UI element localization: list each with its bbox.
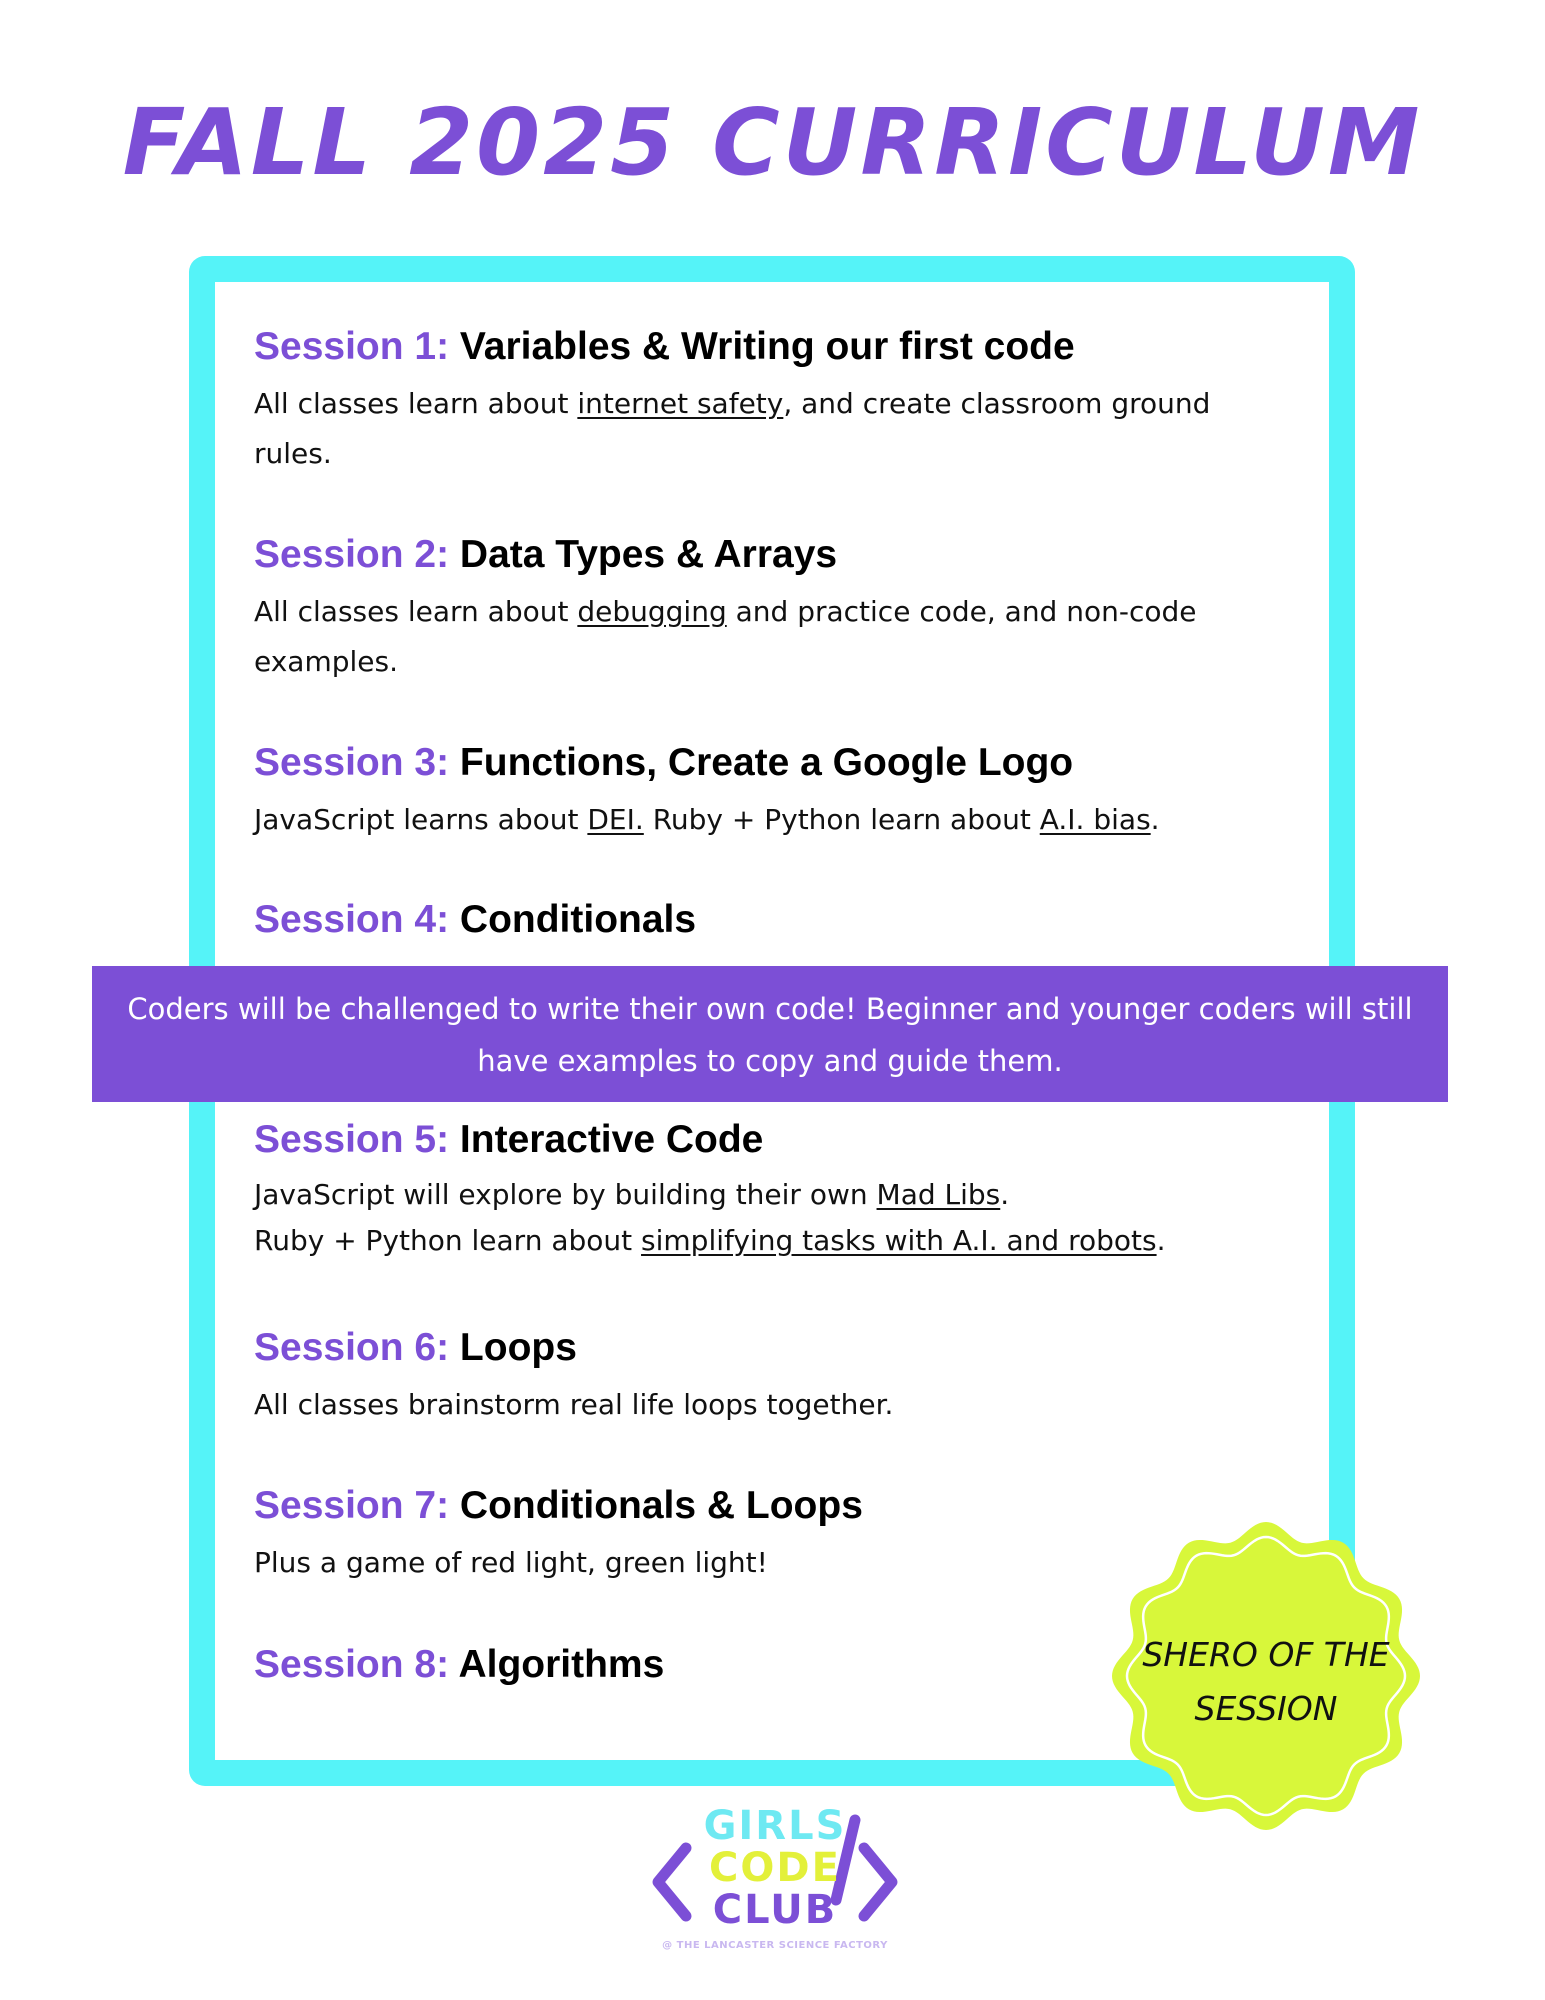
underlined-term: DEI.	[587, 802, 644, 836]
session-topic: Data Types & Arrays	[459, 533, 838, 576]
session-heading	[254, 897, 1314, 944]
badge-text	[1110, 1628, 1422, 1736]
description-text: and practice code, and non-code examples.	[254, 594, 1197, 678]
session-heading	[254, 740, 1314, 787]
description-text: JavaScript learns about	[254, 802, 588, 836]
description-text: .	[1156, 1223, 1166, 1257]
logo-word-girls: GIRLS	[703, 1803, 847, 1849]
session-topic: Loops	[459, 1326, 577, 1369]
badge-line-2: SESSION	[1194, 1689, 1338, 1728]
session-description	[254, 587, 1234, 687]
session-topic: Conditionals & Loops	[459, 1484, 863, 1527]
session-3	[254, 740, 1314, 845]
session-topic: Interactive Code	[459, 1118, 764, 1161]
session-heading	[254, 324, 1314, 371]
session-2	[254, 532, 1314, 687]
girls-code-club-logo	[650, 1800, 900, 1940]
session-label: Session 1:	[254, 325, 450, 368]
session-4	[254, 897, 1314, 944]
session-label: Session 3:	[254, 741, 450, 784]
session-topic: Algorithms	[458, 1643, 665, 1686]
badge-line-1: SHERO OF THE	[1142, 1635, 1390, 1674]
session-5	[254, 1117, 1314, 1264]
description-text: JavaScript will explore by building their own	[254, 1177, 877, 1211]
underlined-term: internet safety	[577, 386, 784, 420]
session-heading	[254, 1325, 1314, 1372]
session-topic: Functions, Create a Google Logo	[459, 741, 1074, 784]
session-heading	[254, 1117, 1314, 1164]
description-text: Ruby + Python learn about	[643, 802, 1040, 836]
session-label: Session 6:	[254, 1326, 450, 1369]
logo-word-club: CLUB	[712, 1887, 838, 1933]
session-description	[254, 1172, 1314, 1264]
underlined-term: Mad Libs	[876, 1177, 1001, 1211]
session-6	[254, 1325, 1314, 1430]
page-title: FALL 2025 CURRICULUM	[122, 89, 1423, 196]
session-label: Session 5:	[254, 1118, 450, 1161]
session-description	[254, 379, 1234, 479]
underlined-term: debugging	[577, 594, 727, 628]
underlined-term: simplifying tasks with A.I. and robots	[641, 1223, 1157, 1257]
session-description	[254, 1380, 1314, 1430]
description-text: , and create classroom ground rules.	[254, 386, 1211, 470]
session-topic: Variables & Writing our first code	[459, 325, 1075, 368]
session-label: Session 4:	[254, 898, 450, 941]
session-heading	[254, 532, 1314, 579]
challenge-banner: Coders will be challenged to write their own code! Beginner and younger coders will still have examples to copy and guide them.	[92, 966, 1448, 1102]
session-1	[254, 324, 1314, 479]
description-text: Plus a game of red light, green light!	[254, 1545, 768, 1579]
logo-word-code: CODE	[709, 1845, 841, 1891]
description-text: .	[1150, 802, 1160, 836]
underlined-term: A.I. bias	[1039, 802, 1151, 836]
description-text: All classes learn about	[254, 386, 578, 420]
session-label: Session 7:	[254, 1484, 450, 1527]
description-text: .	[1000, 1177, 1010, 1211]
session-description	[254, 795, 1314, 845]
session-label: Session 2:	[254, 533, 450, 576]
logo-tagline: @ THE LANCASTER SCIENCE FACTORY	[662, 1940, 888, 1951]
description-text: Ruby + Python learn about	[254, 1223, 642, 1257]
session-topic: Conditionals	[459, 898, 697, 941]
session-label: Session 8:	[254, 1643, 450, 1686]
description-text: All classes brainstorm real life loops together.	[254, 1387, 894, 1421]
description-text: All classes learn about	[254, 594, 578, 628]
